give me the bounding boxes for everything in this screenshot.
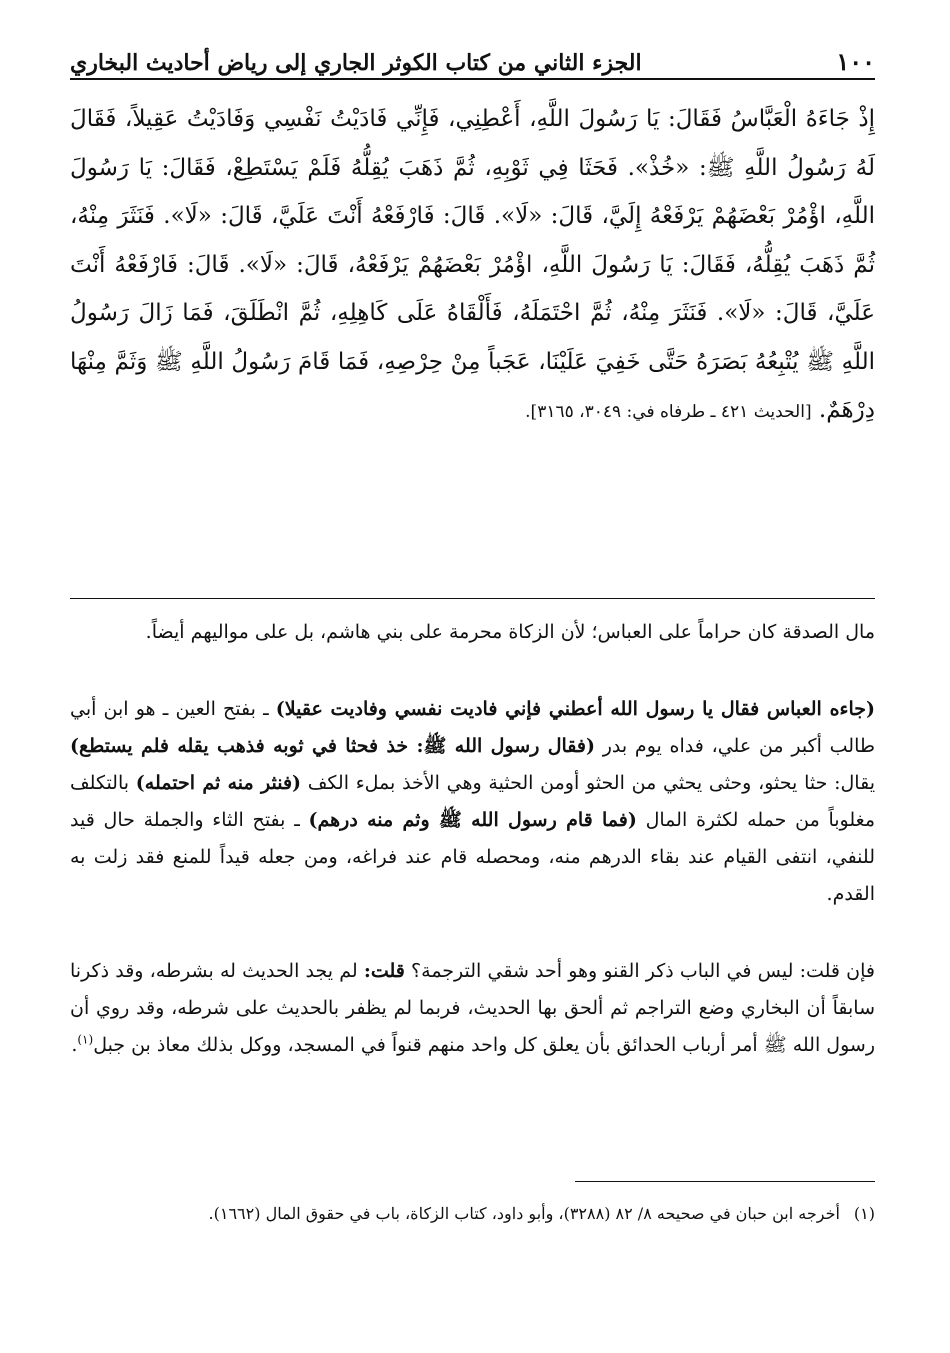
page-number: ١٠٠ <box>836 47 875 76</box>
answer-label: قلت: <box>363 960 405 982</box>
quoted-phrase: (فما قام رسول الله ﷺ وثم منه درهم) <box>308 809 637 831</box>
footnote-number: (١) <box>853 1204 875 1223</box>
running-title: الجزء الثاني من كتاب الكوثر الجاري إلى رياض أحاديث البخاري <box>70 50 642 76</box>
footnote-block <box>70 1196 875 1232</box>
footnote-divider <box>575 1181 875 1182</box>
commentary-block <box>70 614 875 1064</box>
section-divider <box>70 598 875 599</box>
commentary-paragraph-1: مال الصدقة كان حراماً على العباس؛ لأن الزكاة محرمة على بني هاشم، بل على مواليهم أيضاً. <box>145 621 875 643</box>
quoted-phrase: (فنثر منه ثم احتمله) <box>135 772 302 794</box>
commentary-paragraph-3 <box>70 953 875 1064</box>
book-page <box>70 0 875 1353</box>
hadith-paragraph <box>70 95 875 437</box>
commentary-paragraph-2 <box>70 691 875 913</box>
commentary-text: ـ بفتح الثاء والجملة حال قيد للنفي، انتفى القيام عند بقاء الدرهم منه، ومحصله قام عند فراغه، ومن جعله قيداً للمنع فقد زلت به القدم. <box>70 809 875 905</box>
footnote-text: أخرجه ابن حبان في صحيحه ٨/ ٨٢ (٣٢٨٨)، وأبو داود، كتاب الزكاة، باب في حقوق المال (١٦٦٢). <box>208 1204 840 1223</box>
commentary-text: بالتكلف مغلوباً من حمله لكثرة المال <box>70 772 876 831</box>
footnote-marker[interactable]: (١) <box>77 1032 94 1047</box>
footnote-item <box>70 1196 875 1232</box>
quoted-phrase: (فقال رسول الله ﷺ: خذ فحثا في ثوبه فذهب يقله فلم يستطع) <box>70 735 595 757</box>
page-header <box>70 34 875 80</box>
commentary-text: لم يجد الحديث له بشرطه، وقد ذكرنا سابقاً أن البخاري وضع التراجم ثم ألحق بها الحديث، فربما لم يظفر بالحديث على شرطه، وقد روي أن رسول الله ﷺ أمر أرباب الحدائق بأن يعلق كل واحد منهم قنواً في المسجد، ووكل بذلك معاذ بن جبل <box>70 960 875 1056</box>
hadith-text: إِذْ جَاءَهُ الْعَبَّاسُ فَقَالَ: يَا رَسُولَ اللَّهِ، أَعْطِنِي، فَإِنِّي فَادَيْتُ نَفْسِي وَفَادَيْتُ عَقِيلاً، فَقَالَ لَهُ رَسُولُ اللَّهِ ﷺ: «خُذْ». فَحَثَا فِي ثَوْبِهِ، ثُمَّ ذَهَبَ يُقِلُّهُ فَلَمْ يَسْتَطِعْ، فَقَالَ: يَا رَسُولَ اللَّهِ، اؤْمُرْ بَعْضَهُمْ يَرْفَعْهُ إِلَيَّ، قَالَ: «لَا». قَالَ: فَارْفَعْهُ أَنْتَ عَلَيَّ، قَالَ: «لَا». فَنَثَرَ مِنْهُ، ثُمَّ ذَهَبَ يُقِلُّهُ، فَقَالَ: يَا رَسُولَ اللَّهِ، اؤْمُرْ بَعْضَهُمْ يَرْفَعْهُ، قَالَ: «لَا». قَالَ: فَارْفَعْهُ أَنْتَ عَلَيَّ، قَالَ: «لَا». فَنَثَرَ مِنْهُ، ثُمَّ احْتَمَلَهُ، فَأَلْقَاهُ عَلَى كَاهِلِهِ، ثُمَّ انْطَلَقَ، فَمَا زَالَ رَسُولُ اللَّهِ ﷺ يُتْبِعُهُ بَصَرَهُ حَتَّى خَفِيَ عَلَيْنَا، عَجَباً مِنْ حِرْصِهِ، فَمَا قَامَ رَسُولُ اللَّهِ ﷺ وَثَمَّ مِنْهَا دِرْهَمٌ. <box>70 106 875 423</box>
hadith-text-block <box>70 95 875 437</box>
commentary-text: ـ بفتح العين ـ هو ابن أبي طالب أكبر من علي، فداه يوم بدر <box>70 698 875 757</box>
hadith-reference: [الحديث ٤٢١ ـ طرفاه في: ٣٠٤٩، ٣١٦٥]. <box>525 402 812 422</box>
commentary-text: . <box>71 1034 78 1056</box>
commentary-text: فإن قلت: ليس في الباب ذكر القنو وهو أحد شقي الترجمة؟ <box>404 960 875 982</box>
commentary-text: يقال: حثا يحثو، وحثى يحثي من الحثو أومن الحثية وهي الأخذ بملء الكف <box>301 772 875 794</box>
quoted-phrase: (جاءه العباس فقال يا رسول الله أعطني فإني فاديت نفسي وفاديت عقيلا) <box>275 698 875 720</box>
